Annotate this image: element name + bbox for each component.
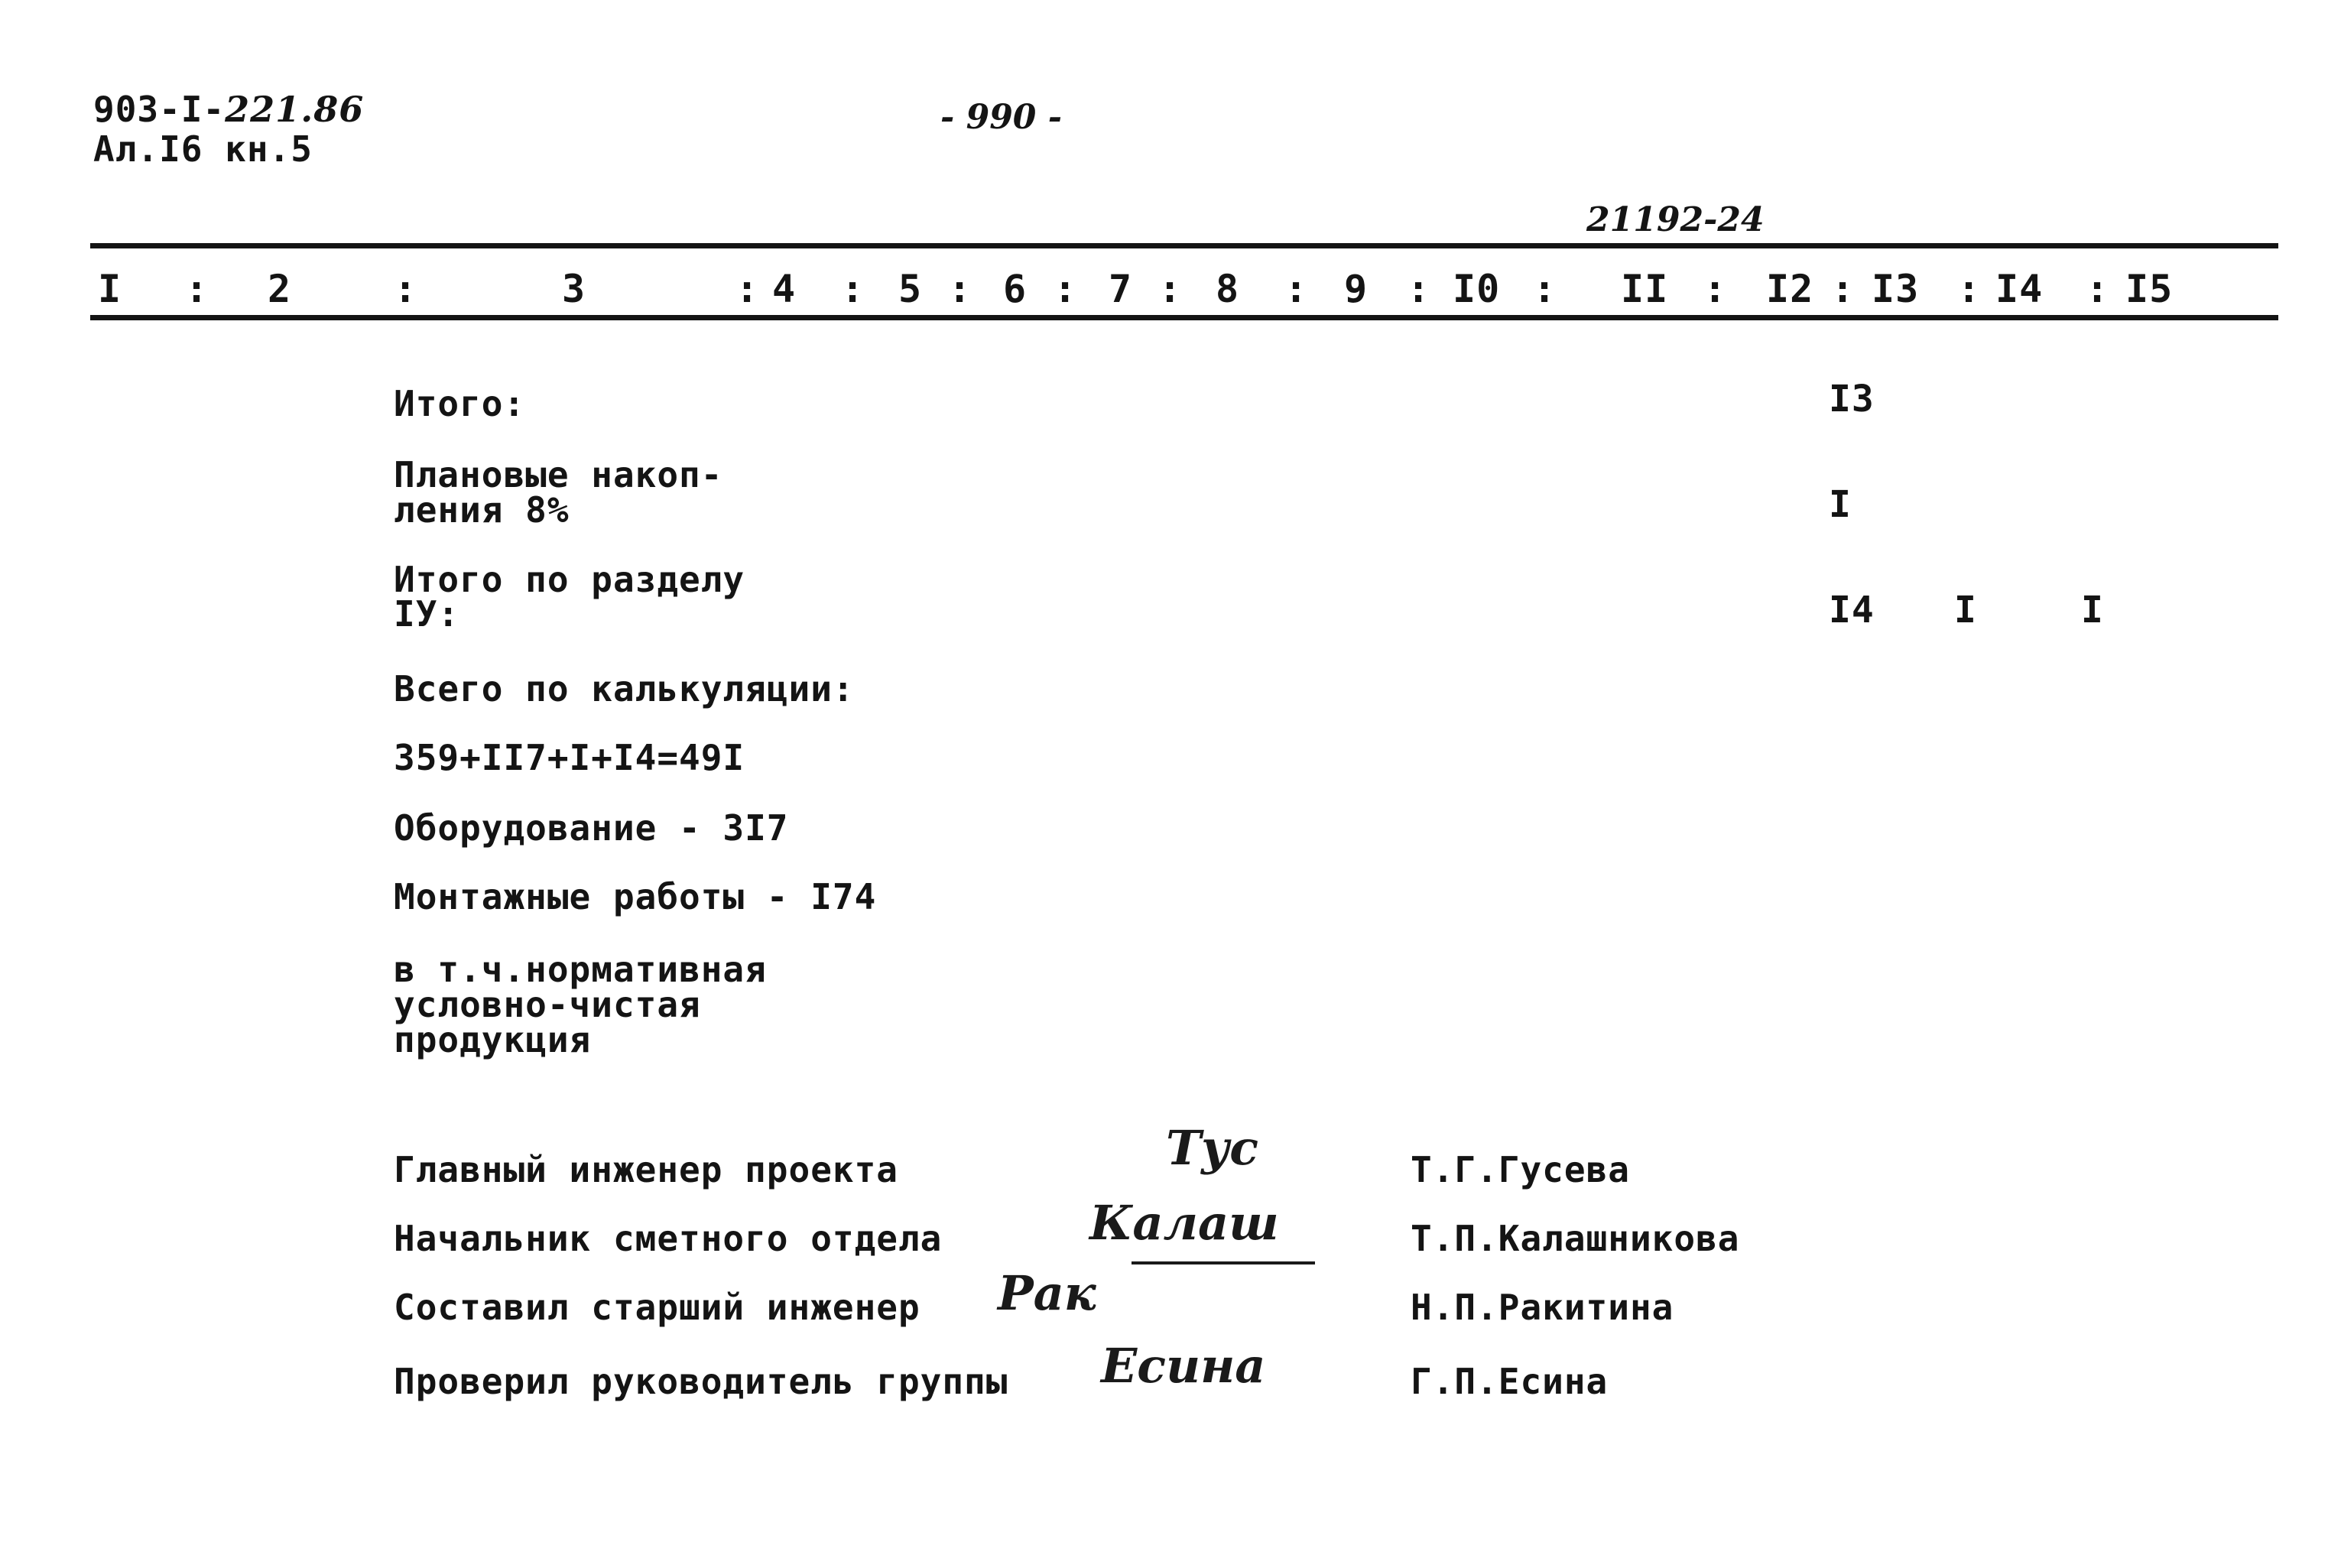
normative-line2: условно-чистая [394, 984, 701, 1025]
installation-line: Монтажные работы - I74 [394, 876, 877, 917]
handwritten-signature: Калаш [1089, 1195, 1279, 1251]
section-col14-value: I [1954, 589, 1977, 631]
signature-role-group-leader: Проверил руководитель группы [394, 1361, 1008, 1402]
album-reference: Ал.I6 кн.5 [93, 128, 313, 170]
column-header-8: 8 [1216, 267, 1240, 311]
document-code-prefix: 903-I- [93, 89, 226, 130]
column-separator: : [1533, 267, 1557, 311]
signature-name-chief-engineer: Т.Г.Гусева [1411, 1149, 1630, 1190]
total-col13-value: I3 [1829, 378, 1875, 420]
column-header-3: 3 [562, 267, 586, 311]
column-separator: : [1284, 267, 1309, 311]
planned-col13-value: I [1829, 483, 1852, 526]
column-separator: : [394, 267, 418, 311]
column-separator: : [1831, 267, 1856, 311]
column-header-15: I5 [2125, 267, 2174, 311]
signature-name-estimating-head: Т.П.Калашникова [1411, 1218, 1740, 1259]
column-header-1: I [98, 267, 122, 311]
section-col13-value: I4 [1829, 589, 1875, 631]
column-header-10: I0 [1453, 267, 1501, 311]
calculation-total-label: Всего по калькуляции: [394, 668, 855, 709]
column-header-12: I2 [1766, 267, 1814, 311]
sheet-number: 21192-24 [1586, 200, 1765, 239]
signature-role-chief-engineer: Главный инженер проекта [394, 1149, 898, 1190]
column-header-2: 2 [268, 267, 292, 311]
column-separator: : [2086, 267, 2110, 311]
section-col15-value: I [2081, 589, 2104, 631]
signature-name-group-leader: Г.П.Есина [1411, 1361, 1609, 1402]
planned-label-line1: Плановые накоп- [394, 454, 723, 495]
column-header-11: II [1621, 267, 1669, 311]
normative-line1: в т.ч.нормативная [394, 949, 767, 990]
section-total-label-line1: Итого по разделу [394, 559, 745, 600]
column-header-14: I4 [1995, 267, 2044, 311]
document-code [93, 90, 364, 128]
signature-role-senior-engineer: Составил старший инженер [394, 1287, 920, 1328]
handwritten-signature: Есина [1101, 1338, 1266, 1394]
handwritten-signature: Рак [998, 1265, 1096, 1321]
column-header-7: 7 [1109, 267, 1133, 311]
normative-line3: продукция [394, 1019, 592, 1060]
document-code-handwritten: 221.86 [225, 89, 365, 130]
column-separator: : [185, 267, 209, 311]
column-header-9: 9 [1344, 267, 1369, 311]
table-top-rule [90, 243, 2278, 248]
column-header-5: 5 [898, 267, 923, 311]
handwritten-signature: Тус [1166, 1120, 1258, 1176]
planned-label-line2: ления 8% [394, 489, 570, 531]
column-header-4: 4 [772, 267, 797, 311]
column-separator: : [841, 267, 865, 311]
page-number: - 990 - [940, 98, 1063, 137]
section-total-label-line2: IУ: [394, 593, 460, 635]
column-header-6: 6 [1003, 267, 1028, 311]
table-header-bottom-rule [90, 315, 2278, 320]
column-separator: : [1703, 267, 1728, 311]
total-label: Итого: [394, 383, 526, 424]
column-separator: : [1054, 267, 1078, 311]
column-separator: : [948, 267, 972, 311]
calculation-formula: 359+II7+I+I4=49I [394, 737, 745, 778]
signature-underline [1132, 1261, 1315, 1264]
column-header-13: I3 [1872, 267, 1920, 311]
column-separator: : [1957, 267, 1982, 311]
equipment-line: Оборудование - 3I7 [394, 807, 789, 849]
signature-role-estimating-head: Начальник сметного отдела [394, 1218, 943, 1259]
column-separator: : [1407, 267, 1431, 311]
column-separator: : [1158, 267, 1183, 311]
column-separator: : [735, 267, 760, 311]
signature-name-senior-engineer: Н.П.Ракитина [1411, 1287, 1674, 1328]
